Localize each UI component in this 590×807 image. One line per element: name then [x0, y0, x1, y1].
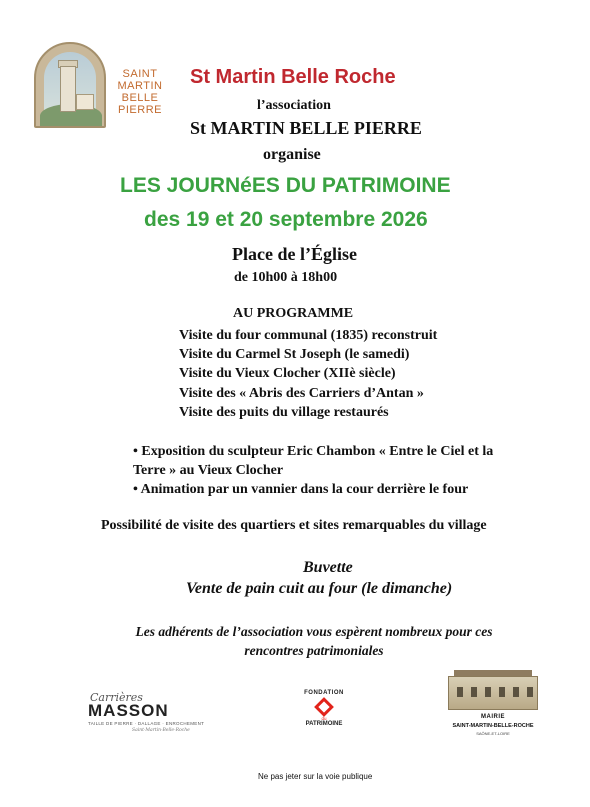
- fondation-line: FONDATION: [304, 690, 344, 696]
- mairie-line: SAINT-MARTIN-BELLE-ROCHE: [452, 723, 534, 729]
- masson-signature: Saint-Martin-Belle-Roche: [132, 728, 190, 733]
- logo-line: SAINT: [122, 68, 158, 80]
- association-intro: l’association: [257, 98, 331, 113]
- adherents-line: rencontres patrimoniales: [244, 643, 384, 658]
- vente-text: Vente de pain cuit au four (le dimanche): [186, 580, 453, 597]
- fondation-patrimoine-logo: [298, 690, 350, 732]
- logo-line: MARTIN: [117, 80, 163, 92]
- masson-logo: [88, 691, 208, 735]
- footer-notice: Ne pas jeter sur la voie publique: [258, 772, 373, 781]
- organise-text: organise: [263, 146, 321, 163]
- fondation-line: PATRIMOINE: [305, 721, 343, 727]
- masson-script: Carrières: [90, 691, 143, 704]
- event-hours: de 10h00 à 18h00: [234, 270, 338, 285]
- logo-text: [112, 68, 168, 116]
- programme-item: Visite des « Abris des Carriers d’Antan »: [179, 385, 424, 401]
- adherents-line: Les adhérents de l’association vous espèrent nombreux pour ces: [135, 624, 493, 639]
- event-dates: des 19 et 20 septembre 2026: [144, 208, 428, 231]
- mairie-line: SAÔNE-ET-LOIRE: [476, 731, 510, 736]
- buvette-text: Buvette: [303, 559, 353, 576]
- programme-item: Visite du Vieux Clocher (XIIè siècle): [179, 366, 396, 382]
- adherents-text: [104, 622, 524, 660]
- bullet-list: [133, 442, 533, 499]
- programme-item: Visite du four communal (1835) reconstruit: [179, 328, 438, 343]
- association-logo: [34, 42, 166, 128]
- mairie-logo: [448, 676, 538, 738]
- page-title: St Martin Belle Roche: [190, 66, 396, 88]
- bullet-line: Terre » au Vieux Clocher: [133, 463, 284, 478]
- event-name: LES JOURNéES DU PATRIMOINE: [120, 174, 451, 197]
- logo-line: PIERRE: [118, 104, 162, 116]
- fondation-line: du: [321, 716, 327, 721]
- masson-subtitle: TAILLE DE PIERRE · DALLAGE · ENROCHEMENT: [88, 721, 205, 726]
- fondation-mark-icon: [314, 697, 334, 717]
- church-arch-logo-image: [34, 42, 106, 128]
- logo-line: BELLE: [121, 92, 159, 104]
- mairie-line: MAIRIE: [481, 714, 505, 720]
- bullet-item-animation: • Animation par un vannier dans la cour derrière le four: [133, 482, 469, 497]
- masson-name: MASSON: [88, 701, 169, 720]
- event-place: Place de l’Église: [232, 244, 357, 264]
- bullet-line: • Exposition du sculpteur Eric Chambon « Entre le Ciel et la: [133, 444, 494, 459]
- programme-heading: AU PROGRAMME: [233, 306, 354, 321]
- possibilite-text: Possibilité de visite des quartiers et sites remarquables du village: [101, 518, 487, 533]
- programme-item: Visite du Carmel St Joseph (le samedi): [179, 347, 410, 363]
- bullet-item-exposition: [133, 442, 533, 480]
- mairie-building-image: [448, 676, 538, 710]
- programme-list: [179, 326, 437, 422]
- programme-item: Visite des puits du village restaurés: [179, 404, 389, 420]
- association-name: St MARTIN BELLE PIERRE: [190, 118, 422, 138]
